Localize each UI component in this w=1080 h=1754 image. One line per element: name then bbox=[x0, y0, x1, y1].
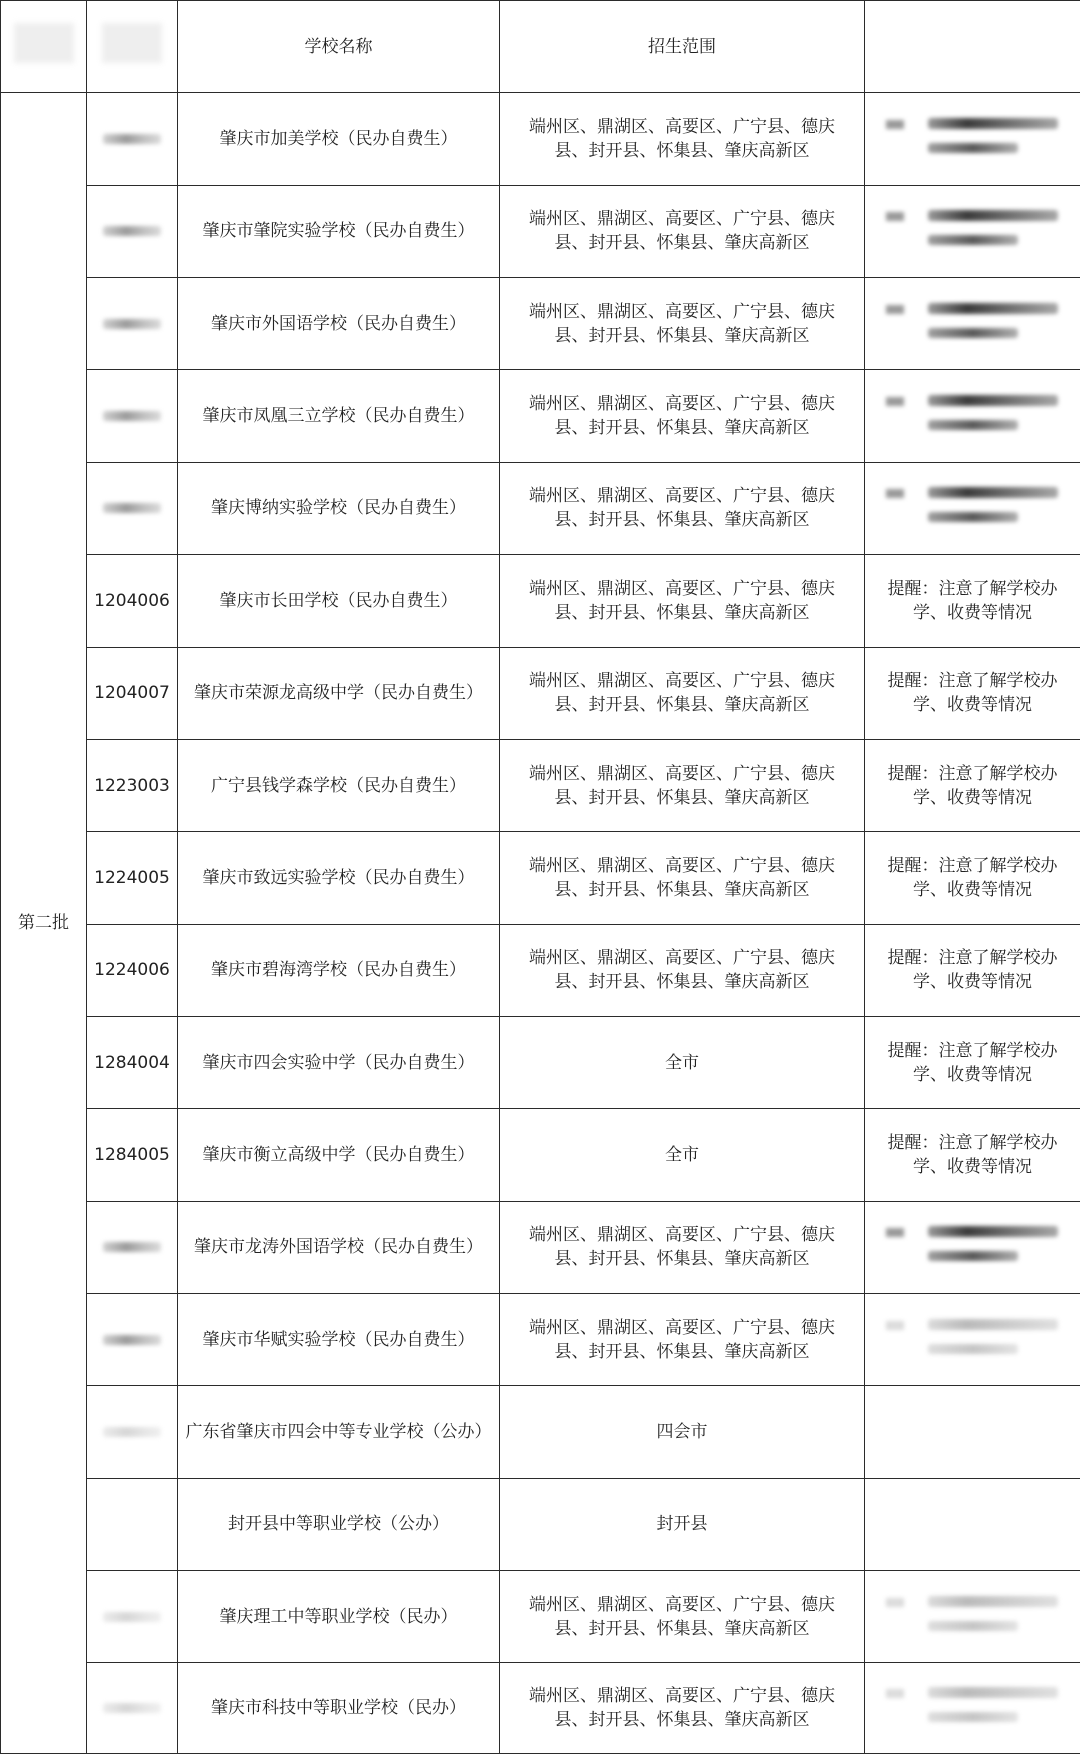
header-school-name: 学校名称 bbox=[178, 1, 500, 93]
school-name-cell: 肇庆博纳实验学校（民办自费生） bbox=[178, 462, 500, 554]
redacted-mark bbox=[928, 395, 1058, 406]
note-text: 提醒：注意了解学校办学、收费等情况 bbox=[887, 578, 1058, 623]
table-row bbox=[1, 1109, 1080, 1201]
redacted-note bbox=[888, 1593, 1058, 1641]
note-cell bbox=[865, 924, 1080, 1016]
school-code-cell: 1204006 bbox=[87, 555, 178, 647]
table-body bbox=[1, 1, 1080, 1754]
school-code-cell bbox=[87, 1663, 178, 1754]
note-text: 提醒：注意了解学校办学、收费等情况 bbox=[887, 671, 1058, 716]
note-text: 提醒：注意了解学校办学、收费等情况 bbox=[887, 948, 1058, 993]
table-row bbox=[1, 1386, 1080, 1478]
enrollment-scope-cell bbox=[500, 1109, 865, 1201]
school-name-cell: 肇庆理工中等职业学校（民办） bbox=[178, 1571, 500, 1663]
school-code-cell bbox=[87, 462, 178, 554]
redacted-note bbox=[888, 207, 1058, 255]
table-row bbox=[1, 1478, 1080, 1570]
enrollment-scope-cell bbox=[500, 1478, 865, 1570]
enrollment-scope-text: 端州区、鼎湖区、高要区、广宁县、德庆县、封开县、怀集县、肇庆高新区 bbox=[529, 394, 835, 439]
table-row bbox=[1, 924, 1080, 1016]
school-code-cell: 1224006 bbox=[87, 924, 178, 1016]
school-code-cell bbox=[87, 278, 178, 370]
school-name-cell: 肇庆市衡立高级中学（民办自费生） bbox=[178, 1109, 500, 1201]
school-code-cell bbox=[87, 1386, 178, 1478]
redacted-code bbox=[103, 319, 161, 329]
school-code-cell bbox=[87, 1571, 178, 1663]
note-cell bbox=[865, 1294, 1080, 1386]
enrollment-scope-text: 端州区、鼎湖区、高要区、广宁县、德庆县、封开县、怀集县、肇庆高新区 bbox=[529, 1225, 835, 1270]
school-name-cell: 广宁县钱学森学校（民办自费生） bbox=[178, 739, 500, 831]
enrollment-scope-text: 端州区、鼎湖区、高要区、广宁县、德庆县、封开县、怀集县、肇庆高新区 bbox=[529, 1686, 835, 1731]
header-code-cell bbox=[87, 1, 178, 93]
enrollment-scope-cell bbox=[500, 278, 865, 370]
redacted-code bbox=[103, 1427, 161, 1437]
redacted-code bbox=[103, 503, 161, 513]
school-code-cell: 1204007 bbox=[87, 647, 178, 739]
enrollment-scope-text: 端州区、鼎湖区、高要区、广宁县、德庆县、封开县、怀集县、肇庆高新区 bbox=[529, 209, 835, 254]
redacted-mark bbox=[886, 1228, 904, 1237]
header-batch-cell bbox=[1, 1, 87, 93]
note-cell bbox=[865, 1016, 1080, 1108]
redacted-code bbox=[103, 1242, 161, 1252]
note-cell bbox=[865, 462, 1080, 554]
school-name-cell: 肇庆市龙涛外国语学校（民办自费生） bbox=[178, 1201, 500, 1293]
enrollment-scope-cell bbox=[500, 924, 865, 1016]
redacted-mark bbox=[886, 1598, 904, 1607]
redacted-note bbox=[888, 484, 1058, 532]
enrollment-scope-cell bbox=[500, 1571, 865, 1663]
redacted-code bbox=[103, 1335, 161, 1345]
redacted-mark bbox=[928, 1251, 1018, 1261]
table-row bbox=[1, 647, 1080, 739]
redacted-mark bbox=[928, 420, 1018, 430]
redacted-note bbox=[888, 1223, 1058, 1271]
redacted-code bbox=[103, 134, 161, 144]
note-cell bbox=[865, 370, 1080, 462]
redacted-header bbox=[102, 23, 162, 63]
redacted-code bbox=[103, 411, 161, 421]
enrollment-scope-cell bbox=[500, 1663, 865, 1754]
note-text: 提醒：注意了解学校办学、收费等情况 bbox=[887, 1132, 1058, 1177]
enrollment-scope-text: 端州区、鼎湖区、高要区、广宁县、德庆县、封开县、怀集县、肇庆高新区 bbox=[529, 578, 835, 623]
table-row bbox=[1, 278, 1080, 370]
redacted-mark bbox=[928, 1596, 1058, 1607]
redacted-note bbox=[888, 1684, 1058, 1732]
table-row bbox=[1, 370, 1080, 462]
school-name-cell: 肇庆市华赋实验学校（民办自费生） bbox=[178, 1294, 500, 1386]
redacted-mark bbox=[928, 1319, 1058, 1330]
redacted-mark bbox=[886, 120, 904, 129]
enrollment-scope-cell bbox=[500, 462, 865, 554]
table-row bbox=[1, 462, 1080, 554]
enrollment-scope-text: 端州区、鼎湖区、高要区、广宁县、德庆县、封开县、怀集县、肇庆高新区 bbox=[529, 1317, 835, 1362]
note-cell bbox=[865, 1663, 1080, 1754]
enrollment-scope-text: 端州区、鼎湖区、高要区、广宁县、德庆县、封开县、怀集县、肇庆高新区 bbox=[529, 117, 835, 162]
table-row bbox=[1, 1294, 1080, 1386]
table-row bbox=[1, 555, 1080, 647]
redacted-mark bbox=[886, 305, 904, 314]
redacted-mark bbox=[928, 303, 1058, 314]
school-name-cell: 肇庆市外国语学校（民办自费生） bbox=[178, 278, 500, 370]
redacted-code bbox=[103, 1612, 161, 1622]
enrollment-scope-text: 端州区、鼎湖区、高要区、广宁县、德庆县、封开县、怀集县、肇庆高新区 bbox=[529, 763, 835, 808]
redacted-mark bbox=[886, 1689, 904, 1698]
redacted-code bbox=[103, 226, 161, 236]
redacted-mark bbox=[886, 489, 904, 498]
note-cell bbox=[865, 647, 1080, 739]
school-name-cell: 肇庆市致远实验学校（民办自费生） bbox=[178, 832, 500, 924]
table-row bbox=[1, 1201, 1080, 1293]
redacted-mark bbox=[928, 1621, 1018, 1631]
note-cell bbox=[865, 1571, 1080, 1663]
enrollment-scope-cell bbox=[500, 647, 865, 739]
table-row bbox=[1, 1663, 1080, 1754]
school-name-cell: 广东省肇庆市四会中等专业学校（公办） bbox=[178, 1386, 500, 1478]
enrollment-scope-cell bbox=[500, 185, 865, 277]
table-row bbox=[1, 185, 1080, 277]
note-cell bbox=[865, 278, 1080, 370]
school-name-cell: 肇庆市四会实验中学（民办自费生） bbox=[178, 1016, 500, 1108]
table-row bbox=[1, 93, 1080, 185]
enrollment-scope-cell bbox=[500, 93, 865, 185]
note-cell bbox=[865, 1386, 1080, 1478]
redacted-note bbox=[888, 115, 1058, 163]
redacted-mark bbox=[928, 487, 1058, 498]
school-name-cell: 肇庆市长田学校（民办自费生） bbox=[178, 555, 500, 647]
enrollment-scope-text: 四会市 bbox=[656, 1422, 708, 1443]
enrollment-scope-text: 全市 bbox=[665, 1052, 699, 1073]
table-row bbox=[1, 1571, 1080, 1663]
school-code-cell bbox=[87, 1478, 178, 1570]
redacted-mark bbox=[928, 1712, 1018, 1722]
header-note-cell bbox=[865, 1, 1080, 93]
school-code-cell: 1224005 bbox=[87, 832, 178, 924]
school-code-cell bbox=[87, 1201, 178, 1293]
redacted-note bbox=[888, 1316, 1058, 1364]
note-text: 提醒：注意了解学校办学、收费等情况 bbox=[887, 855, 1058, 900]
redacted-mark bbox=[886, 212, 904, 221]
enrollment-scope-text: 端州区、鼎湖区、高要区、广宁县、德庆县、封开县、怀集县、肇庆高新区 bbox=[529, 486, 835, 531]
redacted-mark bbox=[928, 512, 1018, 522]
note-text: 提醒：注意了解学校办学、收费等情况 bbox=[887, 763, 1058, 808]
enrollment-scope-cell bbox=[500, 832, 865, 924]
school-code-cell: 1284005 bbox=[87, 1109, 178, 1201]
redacted-mark bbox=[928, 1687, 1058, 1698]
note-cell bbox=[865, 185, 1080, 277]
note-cell bbox=[865, 832, 1080, 924]
enrollment-scope-cell bbox=[500, 1016, 865, 1108]
enrollment-scope-text: 端州区、鼎湖区、高要区、广宁县、德庆县、封开县、怀集县、肇庆高新区 bbox=[529, 855, 835, 900]
enrollment-scope-cell bbox=[500, 739, 865, 831]
enrollment-scope-text: 端州区、鼎湖区、高要区、广宁县、德庆县、封开县、怀集县、肇庆高新区 bbox=[529, 301, 835, 346]
redacted-mark bbox=[928, 328, 1018, 338]
school-name-cell: 肇庆市肇院实验学校（民办自费生） bbox=[178, 185, 500, 277]
school-code-cell bbox=[87, 93, 178, 185]
school-name-cell: 肇庆市科技中等职业学校（民办） bbox=[178, 1663, 500, 1754]
redacted-mark bbox=[928, 210, 1058, 221]
school-name-cell: 肇庆市加美学校（民办自费生） bbox=[178, 93, 500, 185]
redacted-mark bbox=[928, 143, 1018, 153]
redacted-note bbox=[888, 300, 1058, 348]
batch-cell: 第二批 bbox=[1, 93, 87, 1754]
header-row bbox=[1, 1, 1080, 93]
redacted-mark bbox=[928, 1226, 1058, 1237]
enrollment-scope-text: 端州区、鼎湖区、高要区、广宁县、德庆县、封开县、怀集县、肇庆高新区 bbox=[529, 1594, 835, 1639]
school-code-cell bbox=[87, 370, 178, 462]
redacted-mark bbox=[886, 397, 904, 406]
redacted-mark bbox=[886, 1321, 904, 1330]
school-name-cell: 封开县中等职业学校（公办） bbox=[178, 1478, 500, 1570]
header-scope: 招生范围 bbox=[500, 1, 865, 93]
enrollment-scope-text: 端州区、鼎湖区、高要区、广宁县、德庆县、封开县、怀集县、肇庆高新区 bbox=[529, 671, 835, 716]
school-name-cell: 肇庆市荣源龙高级中学（民办自费生） bbox=[178, 647, 500, 739]
table-row bbox=[1, 1016, 1080, 1108]
redacted-note bbox=[888, 392, 1058, 440]
note-cell bbox=[865, 555, 1080, 647]
school-code-cell bbox=[87, 1294, 178, 1386]
redacted-mark bbox=[928, 1344, 1018, 1354]
enrollment-scope-cell bbox=[500, 370, 865, 462]
redacted-mark bbox=[928, 235, 1018, 245]
note-cell bbox=[865, 1109, 1080, 1201]
redacted-mark bbox=[928, 118, 1058, 129]
school-name-cell: 肇庆市凤凰三立学校（民办自费生） bbox=[178, 370, 500, 462]
redacted-header bbox=[14, 23, 74, 63]
school-name-cell: 肇庆市碧海湾学校（民办自费生） bbox=[178, 924, 500, 1016]
note-cell bbox=[865, 1201, 1080, 1293]
redacted-code bbox=[103, 1703, 161, 1713]
table-row bbox=[1, 832, 1080, 924]
school-code-cell: 1223003 bbox=[87, 739, 178, 831]
enrollment-scope-cell bbox=[500, 555, 865, 647]
note-text: 提醒：注意了解学校办学、收费等情况 bbox=[887, 1040, 1058, 1085]
enrollment-scope-cell bbox=[500, 1386, 865, 1478]
enrollment-scope-cell bbox=[500, 1294, 865, 1386]
enrollment-scope-text: 封开县 bbox=[656, 1514, 708, 1535]
school-code-cell: 1284004 bbox=[87, 1016, 178, 1108]
table-row bbox=[1, 739, 1080, 831]
school-code-cell bbox=[87, 185, 178, 277]
note-cell bbox=[865, 93, 1080, 185]
enrollment-scope-text: 全市 bbox=[665, 1144, 699, 1165]
note-cell bbox=[865, 739, 1080, 831]
enrollment-scope-cell bbox=[500, 1201, 865, 1293]
note-cell bbox=[865, 1478, 1080, 1570]
enrollment-scope-text: 端州区、鼎湖区、高要区、广宁县、德庆县、封开县、怀集县、肇庆高新区 bbox=[529, 948, 835, 993]
